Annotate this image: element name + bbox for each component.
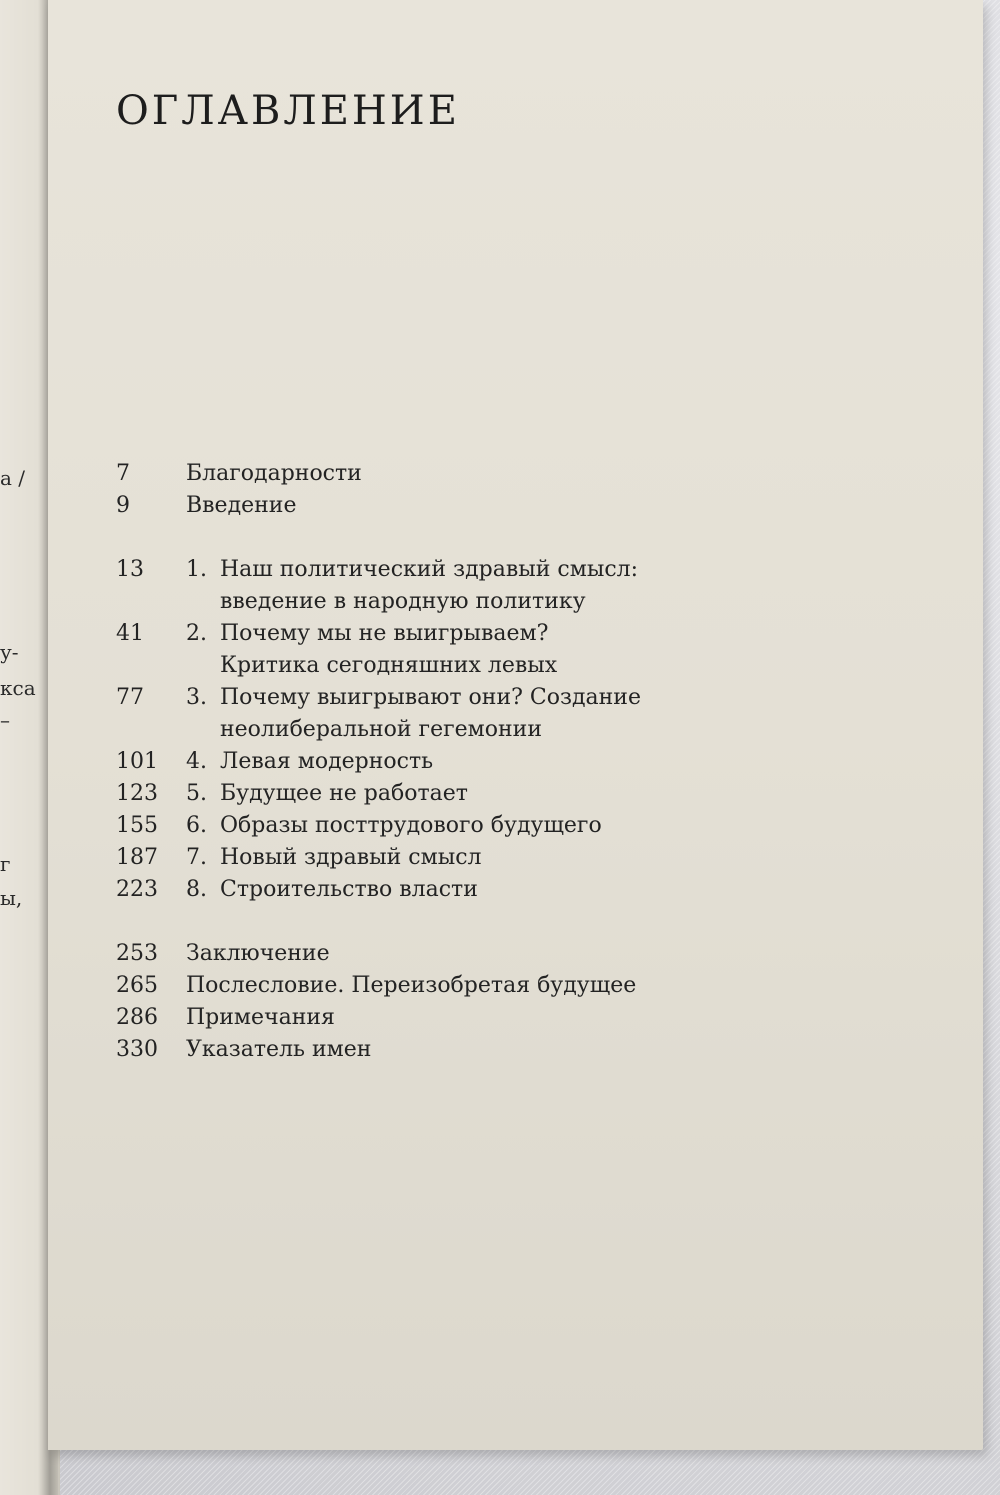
toc-chapter-number: 6. — [186, 813, 207, 838]
toc-chapter-title-line: Новый здравый смысл — [220, 845, 482, 870]
toc-page-number: 7 — [116, 461, 130, 486]
toc-chapter-continuation — [116, 714, 756, 746]
toc-entry — [116, 458, 756, 490]
toc-page-number: 77 — [116, 685, 144, 710]
toc-chapter-title-line: Строительство власти — [220, 877, 478, 902]
toc-page-number: 223 — [116, 877, 158, 902]
toc-chapter-number: 1. — [186, 557, 207, 582]
toc-spacer — [116, 522, 756, 554]
toc-entry — [116, 490, 756, 522]
toc-page-number: 41 — [116, 621, 144, 646]
toc-entry-title: Заключение — [186, 941, 330, 966]
toc-page-number: 101 — [116, 749, 158, 774]
toc-page-number: 13 — [116, 557, 144, 582]
left-page-fragment: у- — [0, 640, 19, 664]
toc-chapter — [116, 554, 756, 586]
toc-page-number: 187 — [116, 845, 158, 870]
toc-chapter-number: 2. — [186, 621, 207, 646]
toc-chapter-title-line: Будущее не работает — [220, 781, 468, 806]
toc-entry-title: Послесловие. Переизобретая будущее — [186, 973, 637, 998]
toc-chapter — [116, 810, 756, 842]
toc-page-number: 330 — [116, 1037, 158, 1062]
toc-entry — [116, 938, 756, 970]
toc-chapter-continuation — [116, 650, 756, 682]
left-page-fragment: а / — [0, 466, 26, 490]
toc-chapter-title-line: Образы посттрудового будущего — [220, 813, 602, 838]
toc-chapter — [116, 746, 756, 778]
toc-entry-title: Примечания — [186, 1005, 335, 1030]
toc-page-number: 9 — [116, 493, 130, 518]
toc-chapter-number: 4. — [186, 749, 207, 774]
toc-chapter — [116, 682, 756, 714]
toc-page-number: 123 — [116, 781, 158, 806]
toc-chapter-title-line: Критика сегодняшних левых — [220, 653, 558, 678]
toc-chapter-number: 5. — [186, 781, 207, 806]
toc-chapter — [116, 618, 756, 650]
left-page-fragment: ы, — [0, 886, 23, 910]
left-page-fragment: кса — [0, 676, 36, 700]
toc-chapter-title-line: введение в народную политику — [220, 589, 586, 614]
left-page-fragment: – — [0, 708, 10, 732]
toc-chapter-continuation — [116, 586, 756, 618]
table-of-contents — [116, 458, 756, 1066]
toc-page-number: 286 — [116, 1005, 158, 1030]
toc-entry — [116, 1002, 756, 1034]
toc-chapter-number: 8. — [186, 877, 207, 902]
toc-chapter-title-line: Левая модерность — [220, 749, 434, 774]
toc-chapter-title-line: Наш политический здравый смысл: — [220, 557, 639, 582]
toc-chapter — [116, 778, 756, 810]
toc-entry-title: Введение — [186, 493, 297, 518]
toc-chapter — [116, 842, 756, 874]
left-page-fragment: г — [0, 852, 11, 876]
toc-chapter-title-line: Почему мы не выигрываем? — [220, 621, 549, 646]
toc-chapter-number: 3. — [186, 685, 207, 710]
toc-page-number: 253 — [116, 941, 158, 966]
toc-entry-title: Благодарности — [186, 461, 362, 486]
book-page — [48, 0, 983, 1450]
toc-chapter-number: 7. — [186, 845, 207, 870]
toc-entry — [116, 1034, 756, 1066]
toc-page-number: 155 — [116, 813, 158, 838]
toc-page-number: 265 — [116, 973, 158, 998]
toc-chapter-title-line: Почему выигрывают они? Создание — [220, 685, 641, 710]
page-title: ОГЛАВЛЕНИЕ — [116, 88, 460, 134]
toc-entry — [116, 970, 756, 1002]
toc-chapter — [116, 874, 756, 906]
toc-entry-title: Указатель имен — [186, 1037, 372, 1062]
toc-spacer — [116, 906, 756, 938]
toc-chapter-title-line: неолиберальной гегемонии — [220, 717, 542, 742]
